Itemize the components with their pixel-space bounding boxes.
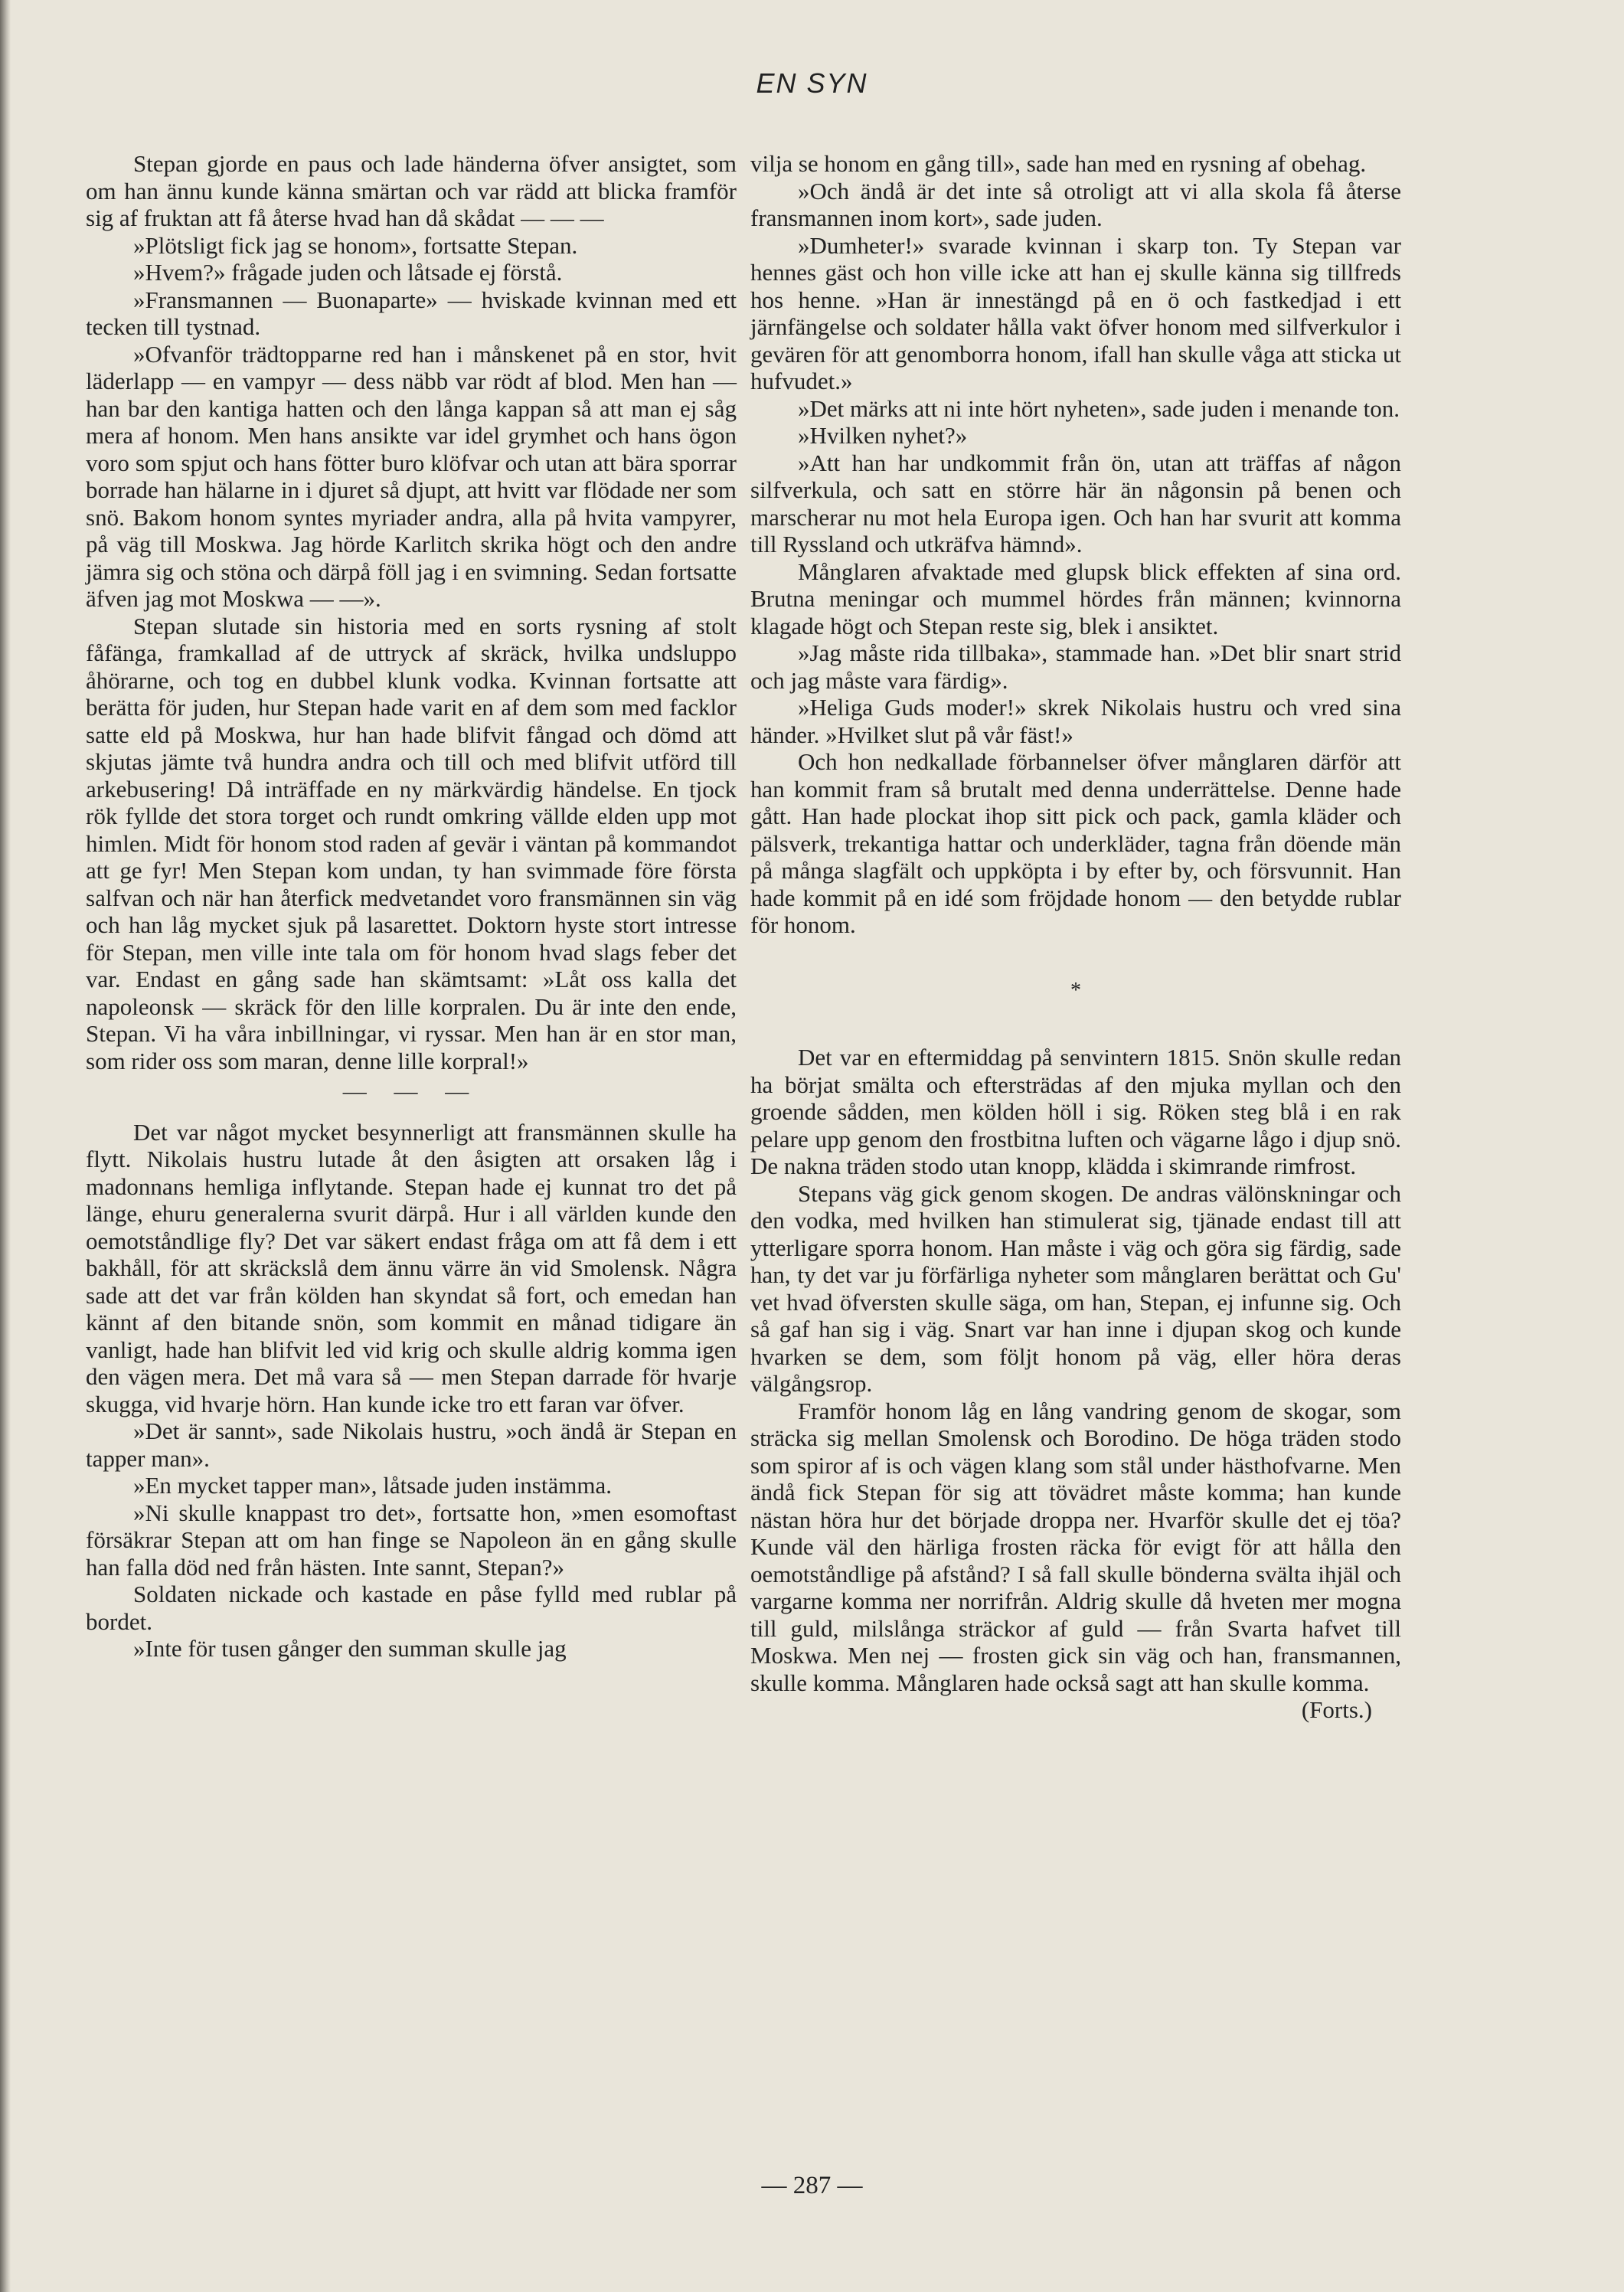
- page-number: — 287 —: [761, 2172, 863, 2199]
- paragraph: »Fransmannen — Buonaparte» — hviskade kvinnan med ett tecken till tystnad.: [86, 286, 737, 340]
- paragraph: Framför honom låg en lång vandring genom de skogar, som sträcka sig mellan Smolensk och Borodino. De höga träden stodo som spiror af is och vägen klang som stål under hästhofvarne. Men ändå fick Stepan för sig att tövädret måste komma; han kunde nästan höra hur det började droppa ner. Hvarför skulle det ej töa? Kunde väl den härliga frosten räcka för evigt för att hålla den oemotståndlige på afstånd? I så fall skulle bönderna svälta ihjäl och vargarne komma ner norrifrån. Aldrig skulle då hveten mer mogna till guld, milslånga sträckor af guld — från Svarta hafvet till Moskwa. Men nej — frosten gick sin väg och han, fransmannen, skulle komma. Månglaren hade också sagt att han skulle komma.: [750, 1397, 1401, 1696]
- paragraph: »En mycket tapper man», låtsade juden instämma.: [133, 1472, 612, 1499]
- paragraph: »Dumheter!» svarade kvinnan i skarp ton. Ty Stepan var hennes gäst och hon ville icke att han ej skulle känna sig tillfreds hos henne. »Han är innestängd på en ö och fastkedjad i ett järnfängelse och soldater hålla vakt öfver honom med silfverkulor i gevären för att genomborra honom, ifall han skulle våga att sticka ut hufvudet.»: [750, 231, 1401, 394]
- paragraph: »Det är sannt», sade Nikolais hustru, »och ändå är Stepan en tapper man».: [86, 1417, 737, 1472]
- continued-note: (Forts.): [1301, 1696, 1372, 1723]
- paragraph: Månglaren afvaktade med glupsk blick effekten af sina ord. Brutna meningar och mummel hördes från männen; kvinnorna klagade högt och Stepan reste sig, blek i ansiktet.: [750, 557, 1401, 639]
- paragraph: »Och ändå är det inte så otroligt att vi alla skola få återse fransmannen inom kort», sade juden.: [750, 177, 1401, 231]
- paragraph: Stepan slutade sin historia med en sorts rysning af stolt fåfänga, framkallad af de uttryck af skräck, hvilka undsluppo åhörarne, och tog en dubbel klunk vodka. Kvinnan fortsatte att berätta för juden, hur Stepan hade varit en af dem som med facklor satte eld på Moskwa, hur han hade blifvit fångad och dömd att skjutas jämte två hundra andra och till och med blifvit utförd till arkebusering! Då inträffade en ny märkvärdig händelse. En tjock rök fyllde det stora torget och rundt omkring vällde elden upp mot himlen. Midt för honom stod raden af gevär i väntan på kommandot att ge fyr! Men Stepan kom undan, ty han svimmade före första salfvan och när han återfick medvetandet voro fransmännen sin väg och han låg mycket sjuk på lasarettet. Doktorn hyste stort intresse för Stepan, men ville inte tala om för honom hvad slags feber det var. Endast en gång sade han skämtsamt: »Låt oss kalla det napoleonsk — skräck för den lille korpralen. Du är inte den ende, Stepan. Vi ha våra inbillningar, vi ryssar. Men han är en stor man, som rider oss som maran, denne lille korpral!»: [86, 612, 737, 1074]
- paragraph: »Att han har undkommit från ön, utan att träffas af någon silfverkula, och satt en större här än någonsin på benen och marscherar nu mot hela Europa igen. Och han har svurit att komma till Ryssland och utkräfva hämnd».: [750, 449, 1401, 557]
- paragraph: »Plötsligt fick jag se honom», fortsatte Stepan.: [133, 231, 578, 259]
- paragraph: Soldaten nickade och kastade en påse fylld med rublar på bordet.: [86, 1581, 737, 1635]
- paragraph: »Hvilken nyhet?»: [798, 422, 968, 449]
- left-column: [86, 150, 737, 1663]
- right-column: [750, 150, 1401, 1724]
- paragraph: »Ni skulle knappast tro det», fortsatte hon, »men esomoftast försäkrar Stepan att om han finge se Napoleon än en gång skulle han falla död ned från hästen. Inte sannt, Stepan?»: [86, 1499, 737, 1581]
- paragraph: »Hvem?» frågade juden och låtsade ej förstå.: [133, 259, 563, 286]
- scene-break: — — —: [342, 1077, 480, 1104]
- paragraph: »Det märks att ni inte hört nyheten», sade juden i menande ton.: [798, 394, 1400, 422]
- paragraph: »Ofvanför trädtopparne red han i månskenet på en stor, hvit läderlapp — en vampyr — dess näbb var rödt af blod. Men han — han bar den kantiga hatten och den långa kappan så att man ej såg mera af honom. Men hans ansikte var idel grymhet och hans ögon voro som spjut och hans fötter buro klöfvar och utan att bära sporrar borrade han hälarne in i djuret så djupt, att hvitt var flödade ner som snö. Bakom honom syntes myriader andra, alla på hvita vampyrer, på väg till Moskwa. Jag hörde Karlitch skrika högt och den andre jämra sig och stöna och därpå föll jag i en svimning. Sedan fortsatte äfven jag mot Moskwa — —».: [86, 340, 737, 612]
- running-title: EN SYN: [756, 67, 868, 99]
- paragraph: Det var en eftermiddag på senvintern 1815. Snön skulle redan ha börjat smälta och eftersträdas af den mjuka myllan och den groende sådden, men kölden höll i sig. Röken steg blå i en rak pelare upp genom den frostbitna luften och vägarne lågo i djup snö. De nakna träden stodo utan knopp, klädda i skimrande rimfrost.: [750, 1044, 1401, 1179]
- paragraph: »Heliga Guds moder!» skrek Nikolais hustru och vred sina händer. »Hvilket slut på vår fäst!»: [750, 694, 1401, 748]
- paragraph: vilja se honom en gång till», sade han med en rysning af obehag.: [750, 150, 1367, 177]
- paragraph: »Inte för tusen gånger den summan skulle jag: [133, 1635, 567, 1662]
- paragraph: Det var något mycket besynnerligt att fransmännen skulle ha flytt. Nikolais hustru lutade åt den åsigten att orsaken låg i madonnans hemliga inflytande. Stepan hade ej kunnat tro det på länge, ehuru generalerna svurit därpå. Hur i all världen kunde den oemotståndlige fly? Det var säkert endast fråga om att få dem i ett bakhåll, för att skräckslå dem ännu värre än vid Smolensk. Några sade att det var från kölden han skyndat så fort, och emedan han kännt af den bitande snön, som kommit en månad tidigare än vanligt, hade han blifvit led vid krig och skulle aldrig komma igen den vägen mera. Det må vara så — men Stepan darrade för hvarje skugga, vid hvarje hörn. Han kunde icke tro ett faran var öfver.: [86, 1118, 737, 1417]
- page-binding-edge: [0, 0, 11, 2292]
- section-break-mark: *: [1070, 978, 1081, 1002]
- paragraph: »Jag måste rida tillbaka», stammade han. »Det blir snart strid och jag måste vara färdig».: [750, 639, 1401, 694]
- paragraph: Och hon nedkallade förbannelser öfver månglaren därför att han kommit fram så brutalt med denna underrättelse. Denne hade gått. Han hade plockat ihop sitt pick och pack, gamla kläder och pälsverk, trekantiga hattar och underkläder, tagna från döende män på många slagfält och uppköpta i by efter by, och försvunnit. Han hade kommit på en idé som fröjdade honom — den betydde rublar för honom.: [750, 748, 1401, 938]
- paragraph: Stepans väg gick genom skogen. De andras välönskningar och den vodka, med hvilken han stimulerat sig, tjänade endast till att ytterligare sporra honom. Han måste i väg och göra sig färdig, sade han, ty det var ju förfärliga nyheter som månglaren berättat och Gu' vet hvad öfversten skulle säga, om han, Stepan, ej infunne sig. Och så gaf han sig i väg. Snart var han inne i djupan skog och kunde hvarken se dem, som följt honom på väg, eller höra deras välgångsrop.: [750, 1179, 1401, 1397]
- paragraph: Stepan gjorde en paus och lade händerna öfver ansigtet, som om han ännu kunde känna smärtan och var rädd att blicka framför sig af fruktan att få återse hvad han då skådat — — —: [86, 150, 737, 231]
